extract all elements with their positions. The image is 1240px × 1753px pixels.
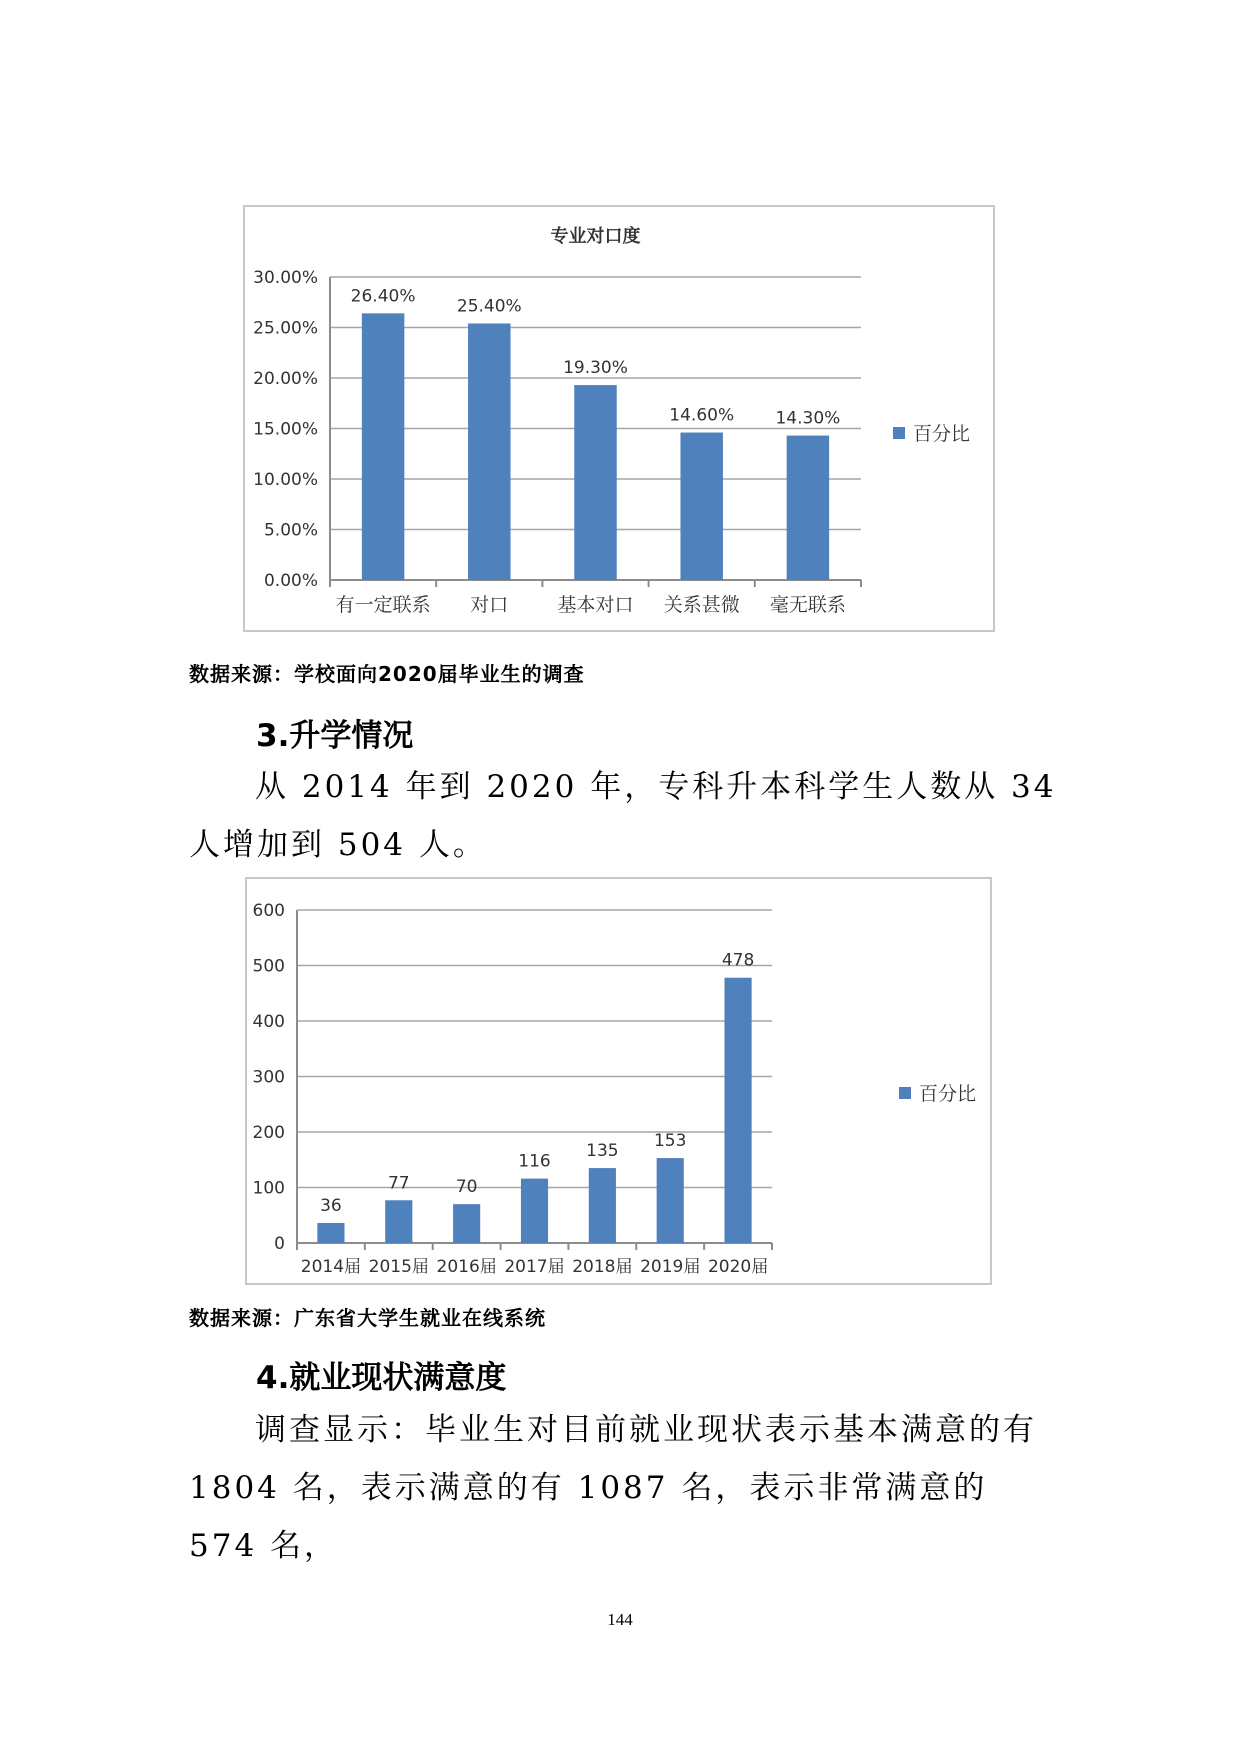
- chart2-category-label: 2016届: [436, 1257, 497, 1277]
- chart2-data-label: 116: [518, 1151, 551, 1172]
- chart2-bar: [589, 1168, 616, 1243]
- chart2-category-label: 2020届: [707, 1257, 769, 1277]
- chart1-category-label: 有一定联系: [335, 594, 431, 616]
- chart1-y-tick-label: 25.00%: [253, 318, 318, 339]
- chart2-category-label: 2018届: [572, 1257, 633, 1277]
- chart1-data-label: 19.30%: [563, 358, 628, 379]
- major-match-chart-svg: [245, 207, 993, 630]
- chart2-bar: [317, 1223, 344, 1243]
- chart2-category-label: 2015届: [368, 1257, 429, 1277]
- chart2-bar: [657, 1158, 684, 1243]
- chart1-bar: [574, 385, 616, 580]
- satisfaction-paragraph: 调查显示：毕业生对目前就业现状表示基本满意的有 1804 名，表示满意的有 1087 名，表示非常满意的 574 名，: [189, 1412, 1037, 1564]
- chart1-category-label: 毫无联系: [769, 594, 846, 616]
- major-match-chart: [243, 205, 995, 632]
- chart2-bar: [385, 1200, 412, 1243]
- chart2-data-label: 36: [320, 1196, 342, 1217]
- chart2-y-tick-label: 300: [252, 1067, 285, 1088]
- chart2-y-tick-label: 0: [274, 1234, 285, 1254]
- chart2-category-label: 2017届: [504, 1257, 565, 1277]
- chart1-legend-label: 百分比: [913, 423, 971, 445]
- chart1-category-label: 关系甚微: [663, 594, 740, 616]
- chart1-y-tick-label: 10.00%: [253, 470, 318, 490]
- chart2-y-tick-label: 500: [252, 956, 285, 977]
- chart2-data-label: 135: [586, 1141, 619, 1162]
- chart1-source-note: 数据来源：学校面向2020届毕业生的调查: [189, 662, 585, 686]
- chart2-data-label: 77: [387, 1173, 410, 1194]
- upgrade-count-chart-svg: [247, 879, 990, 1283]
- section-heading-further-study: 3.升学情况: [256, 718, 414, 754]
- chart2-y-tick-label: 100: [252, 1178, 285, 1199]
- chart2-data-label: 153: [653, 1131, 687, 1152]
- chart2-source-note: 数据来源：广东省大学生就业在线系统: [189, 1306, 546, 1330]
- chart1-y-tick-label: 0.00%: [263, 571, 318, 591]
- chart1-data-label: 26.40%: [350, 286, 416, 307]
- chart2-category-label: 2014届: [300, 1257, 362, 1277]
- chart2-bar: [725, 978, 752, 1243]
- chart1-data-label: 25.40%: [456, 296, 522, 317]
- chart2-y-tick-label: 600: [252, 901, 285, 921]
- chart1-bar: [787, 436, 829, 580]
- chart1-title: 专业对口度: [550, 226, 641, 247]
- chart1-bar: [468, 323, 510, 580]
- chart2-legend-swatch: [899, 1087, 911, 1099]
- upgrade-count-chart: [245, 877, 992, 1285]
- chart1-y-tick-label: 5.00%: [263, 520, 318, 541]
- chart2-category-label: 2019届: [640, 1257, 701, 1277]
- chart1-bar: [680, 433, 722, 580]
- chart1-y-tick-label: 30.00%: [253, 268, 318, 288]
- chart2-legend-label: 百分比: [919, 1083, 977, 1105]
- chart1-y-tick-label: 15.00%: [253, 419, 318, 440]
- chart1-data-label: 14.60%: [669, 405, 735, 426]
- chart2-bar: [521, 1179, 548, 1243]
- section-heading-satisfaction: 4.就业现状满意度: [256, 1360, 507, 1396]
- chart2-bar: [453, 1204, 480, 1243]
- chart1-category-label: 基本对口: [557, 594, 634, 616]
- chart1-bar: [362, 313, 404, 580]
- chart1-data-label: 14.30%: [775, 408, 841, 429]
- page-number: 144: [607, 1610, 633, 1629]
- chart2-y-tick-label: 400: [252, 1012, 285, 1032]
- chart2-data-label: 70: [455, 1177, 478, 1198]
- chart1-category-label: 对口: [470, 594, 509, 616]
- further-study-paragraph: 从 2014 年到 2020 年，专科升本科学生人数从 34 人增加到 504 人。: [189, 769, 1057, 863]
- chart2-y-tick-label: 200: [252, 1123, 285, 1143]
- chart1-y-tick-label: 20.00%: [253, 369, 318, 389]
- chart1-legend-swatch: [893, 427, 905, 439]
- chart2-data-label: 478: [721, 950, 755, 971]
